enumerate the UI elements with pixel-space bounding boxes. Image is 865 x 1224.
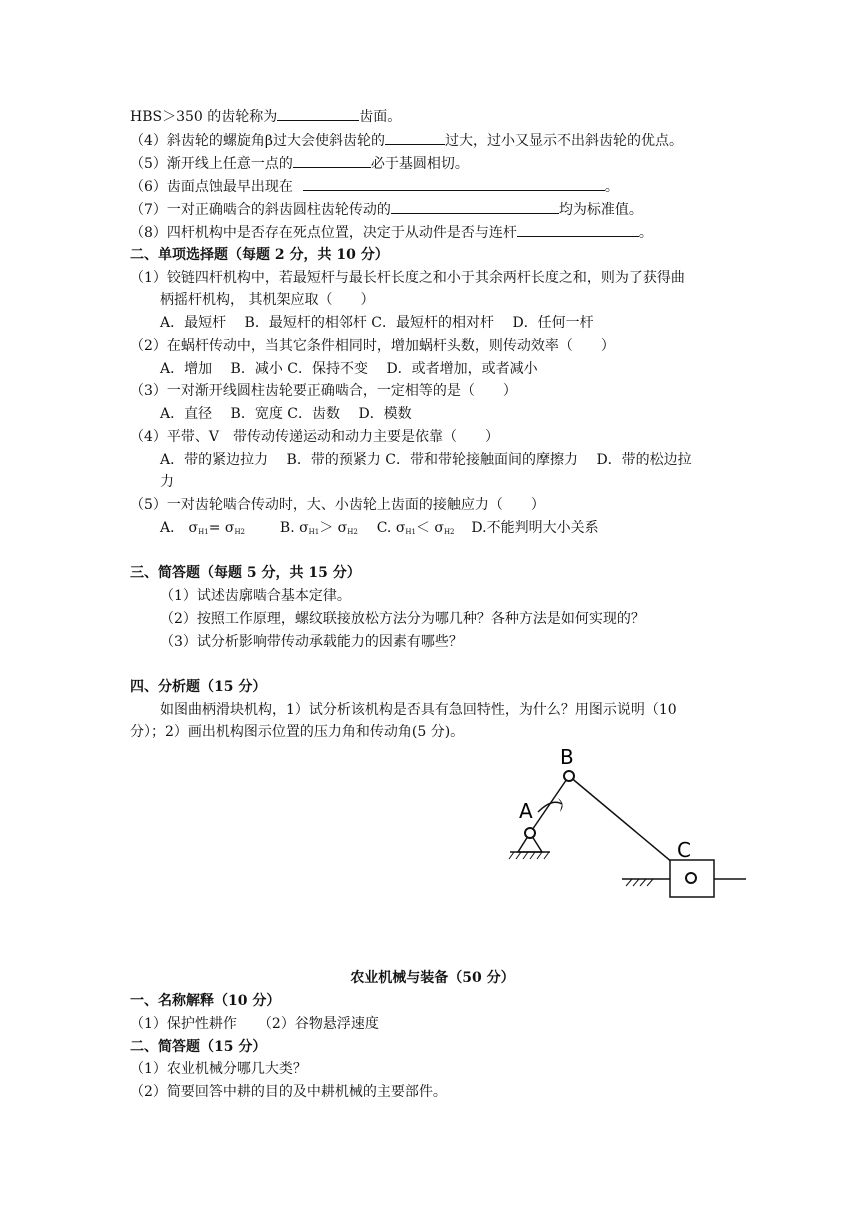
fill-text: （5）渐开线上任意一点的 [130,156,293,172]
short-item-3: （3）试分析影响带传动承载能力的因素有哪些？ [160,634,463,650]
option-b: B. σ [279,520,309,536]
fill-text: （7）一对正确啮合的斜齿圆柱齿轮传动的 [130,202,391,218]
fill-text: 必于基圆相切。 [370,156,469,172]
answer-blank [517,222,639,237]
fill-line-8 [130,222,653,243]
analysis-text-2: 分）；2）画出机构图示位置的压力角和传动角(5 分)。 [130,724,465,740]
option-b-rel: ＞ σ [319,520,348,536]
analysis-text-1: 如图曲柄滑块机构，1）试分析该机构是否具有急回特性，为什么？用图示说明（10 [160,702,677,718]
crank-slider-diagram [500,740,760,910]
choice-q4-options-cont: 力 [160,474,174,490]
answer-blank [293,153,371,168]
answer-blank [391,199,559,214]
option-d: D.不能判明大小关系 [471,520,599,536]
choice-q1-line2: 柄摇杆机构， 其机架应取（ ） [160,292,375,308]
option-c-rel: ＜ σ [415,520,444,536]
rotation-arrow [538,802,562,812]
fill-text: 齿面。 [359,109,402,125]
label-b: B [560,745,574,769]
short-heading: 三、简答题（每题 5 分，共 15 分） [130,565,361,581]
choice-q3-options: A．直径 B．宽度 C．齿数 D．模数 [160,406,412,422]
crank-link [530,776,569,833]
fill-line-7 [130,199,643,220]
answer-blank [385,130,445,145]
answer-blank [277,106,359,121]
fill-line-4 [130,130,683,151]
fill-text: （6）齿面点蚀最早出现在 [130,179,293,195]
ground-hatch-a [509,852,549,859]
ground-hatch-c [626,879,653,886]
joint-c [686,873,696,883]
fill-line-6 [130,176,619,197]
agri-title: 农业机械与装备（50 分） [350,970,515,986]
subscript: H2 [347,528,358,536]
choice-q2: （2）在蜗杆传动中，当其它条件相同时，增加蜗杆头数，则传动效率（ ） [130,338,615,354]
fill-text: HBS＞350 的齿轮称为 [130,109,278,125]
agri-item-1: （1）农业机械分哪几大类？ [130,1061,307,1077]
label-c: C [677,838,691,862]
analysis-heading: 四、分析题（15 分） [130,679,267,695]
option-a-rel: = σ [208,520,235,536]
fill-text: 过大，过小又显示不出斜齿轮的优点。 [445,133,683,149]
choice-q1-line1: （1）铰链四杆机构中，若最短杆与最长杆长度之和小于其余两杆长度之和，则为了获得曲 [130,270,685,286]
joint-b [564,771,574,781]
label-a: A [519,799,533,823]
joint-a [525,828,535,838]
choice-q3: （3）一对渐开线圆柱齿轮要正确啮合，一定相等的是（ ） [130,383,517,399]
fill-text: 。 [604,179,619,195]
fill-text: 均为标准值。 [558,202,643,218]
subscript: H2 [443,528,455,536]
choice-heading: 二、单项选择题（每题 2 分，共 10 分） [130,247,389,263]
agri-def-items: （1）保护性耕作 （2）谷物悬浮速度 [130,1016,379,1032]
subscript: H1 [308,528,320,536]
fill-text: 。 [638,225,653,241]
choice-q5: （5）一对齿轮啮合传动时，大、小齿轮上齿面的接触应力（ ） [130,497,545,513]
fill-text: （4）斜齿轮的螺旋角β过大会使斜齿轮的 [130,133,385,149]
agri-def-heading: 一、名称解释（10 分） [130,993,281,1009]
short-item-1: （1）试述齿廓啮合基本定律。 [160,588,351,604]
fill-text: （8）四杆机构中是否存在死点位置，决定于从动件是否与连杆 [130,225,517,241]
choice-q1-options: A．最短杆 B．最短杆的相邻杆 C．最短杆的相对杆 D．任何一杆 [160,315,594,331]
choice-q4-options: A．带的紧边拉力 B．带的预紧力 C．带和带轮接触面间的摩擦力 D．带的松边拉 [160,452,692,468]
option-c: C. σ [376,520,406,536]
answer-blank [303,176,605,191]
agri-item-2: （2）简要回答中耕的目的及中耕机械的主要部件。 [130,1084,447,1100]
fill-line-5 [130,153,469,174]
fill-line-hbs [130,106,401,127]
subscript: H1 [198,528,209,536]
short-item-2: （2）按照工作原理，螺纹联接放松方法分为哪几种？各种方法是如何实现的？ [160,611,645,627]
subscript: H1 [405,528,416,536]
agri-short-heading: 二、简答题（15 分） [130,1039,267,1055]
choice-q2-options: A．增加 B．减小 C．保持不变 D．或者增加，或者减小 [160,361,538,377]
subscript: H2 [234,528,245,536]
choice-q5-options [160,518,599,542]
rotation-arrowhead [558,798,563,812]
option-a: A． σ [160,520,199,536]
choice-q4: （4）平带、V 带传动传递运动和动力主要是依靠（ ） [130,429,500,445]
